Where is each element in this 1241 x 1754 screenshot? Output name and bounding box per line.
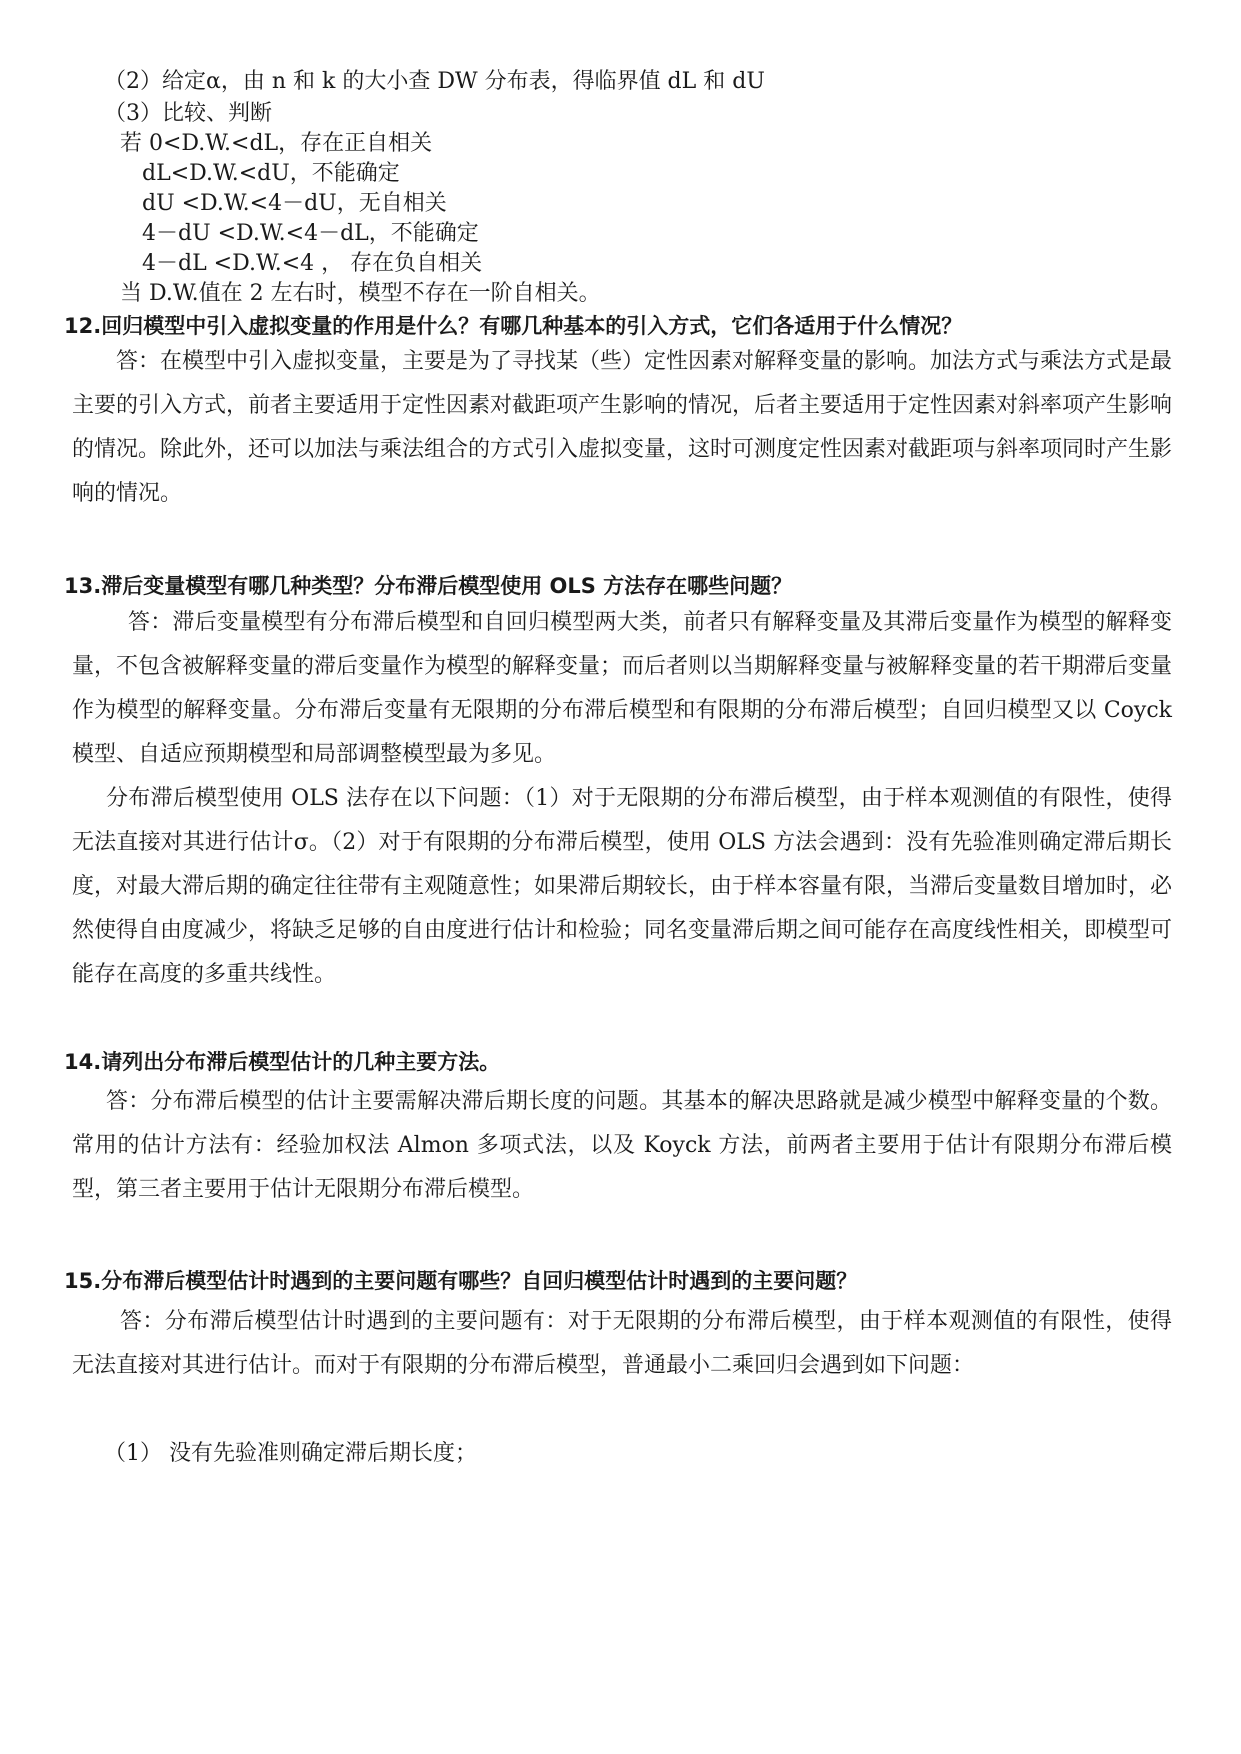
- dw-note: 当 D.W.值在 2 左右时，模型不存在一阶自相关。: [120, 281, 601, 306]
- q15-item-1: （1） 没有先验准则确定滞后期长度；: [104, 1441, 477, 1466]
- q12-answer: 答：在模型中引入虚拟变量，主要是为了寻找某（些）定性因素对解释变量的影响。加法方式与乘法方式是最主要的引入方式，前者主要适用于定性因素对截距项产生影响的情况，后者主要适用于定性因素对斜率项产生影响的情况。除此外，还可以加法与乘法组合的方式引入虚拟变量，这时可测度定性因素对截距项与斜率项同时产生影响的情况。: [72, 349, 1173, 506]
- q13-answer-1: 答：滞后变量模型有分布滞后模型和自回归模型两大类，前者只有解释变量及其滞后变量作为模型的解释变量，不包含被解释变量的滞后变量作为模型的解释变量；而后者则以当期解释变量与被解释变量的若干期滞后变量作为模型的解释变量。分布滞后变量有无限期的分布滞后模型和有限期的分布滞后模型；自回归模型又以 Coyck 模型、自适应预期模型和局部调整模型最为多见。: [72, 610, 1173, 767]
- q15-answer: 答：分布滞后模型估计时遇到的主要问题有：对于无限期的分布滞后模型，由于样本观测值的有限性，使得无法直接对其进行估计。而对于有限期的分布滞后模型，普通最小二乘回归会遇到如下问题：: [72, 1309, 1172, 1378]
- dw-step2: （2）给定α，由 n 和 k 的大小查 DW 分布表，得临界值 dL 和 dU: [104, 69, 765, 94]
- dw-rule-positive: 若 0<D.W.<dL，存在正自相关: [120, 131, 433, 156]
- dw-step3: （3）比较、判断: [104, 101, 272, 126]
- dw-rule-uncertain-low: dL<D.W.<dU，不能确定: [142, 161, 400, 186]
- q13-answer-2: 分布滞后模型使用 OLS 法存在以下问题：（1）对于无限期的分布滞后模型，由于样本观测值的有限性，使得无法直接对其进行估计σ。（2）对于有限期的分布滞后模型，使用 OLS 方法会遇到：没有先验准则确定滞后期长度，对最大滞后期的确定往往带有主观随意性；如果滞后期较长，由于样本容量有限，当滞后变量数目增加时，必然使得自由度减少，将缺乏足够的自由度进行估计和检验；同名变量滞后期之间可能存在高度线性相关，即模型可能存在高度的多重共线性。: [72, 786, 1173, 987]
- dw-rule-negative: 4－dL <D.W.<4 ， 存在负自相关: [142, 251, 483, 276]
- dw-rule-uncertain-high: 4－dU <D.W.<4－dL，不能确定: [142, 221, 479, 246]
- q14-answer: 答：分布滞后模型的估计主要需解决滞后期长度的问题。其基本的解决思路就是减少模型中解释变量的个数。常用的估计方法有：经验加权法 Almon 多项式法，以及 Koyck 方法，前两者主要用于估计有限期分布滞后模型，第三者主要用于估计无限期分布滞后模型。: [72, 1089, 1172, 1202]
- dw-rule-none: dU <D.W.<4－dU，无自相关: [142, 191, 447, 216]
- q12-title: 12.回归模型中引入虚拟变量的作用是什么？有哪几种基本的引入方式，它们各适用于什么情况？: [64, 314, 963, 338]
- q13-title: 13.滞后变量模型有哪几种类型？分布滞后模型使用 OLS 方法存在哪些问题？: [64, 574, 793, 598]
- q14-title: 14.请列出分布滞后模型估计的几种主要方法。: [64, 1050, 501, 1074]
- q15-title: 15.分布滞后模型估计时遇到的主要问题有哪些？自回归模型估计时遇到的主要问题？: [64, 1269, 858, 1293]
